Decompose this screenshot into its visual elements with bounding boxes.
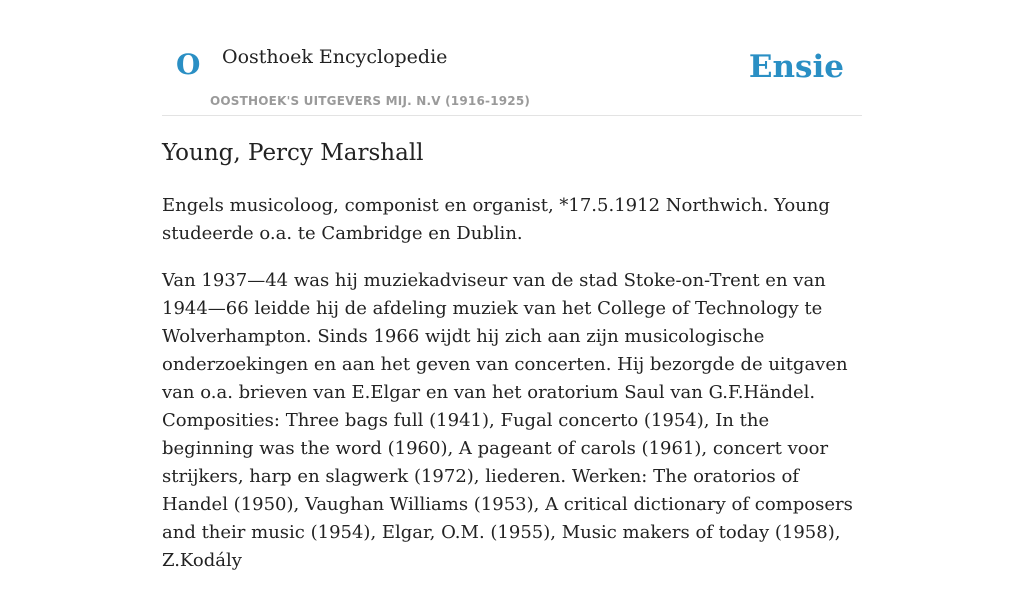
source-title[interactable]: Oosthoek Encyclopedie: [222, 46, 448, 68]
entry-paragraph: Engels musicoloog, componist en organist, *17.5.1912 Northwich. Young studeerde o.a. te Cambridge en Dublin.: [162, 195, 830, 244]
source-logo[interactable]: O: [176, 48, 201, 81]
page-container: [162, 0, 862, 571]
entry-body: [162, 192, 862, 594]
ensie-logo[interactable]: Ensie: [748, 49, 844, 85]
entry-paragraph: Van 1937—44 was hij muziekadviseur van de stad Stoke-on-Trent en van 1944—66 leidde hij de afdeling muziek van het College of Technology te Wolverhampton. Sinds 1966 wijdt hij zich aan zijn musicologische onderzoekingen en aan het geven van concerten. Hij bezorgde de uitgaven van o.a. brieven van E.Elgar en van het oratorium Saul van G.F.Händel. Composities: Three bags full (1941), Fugal concerto (1954), In the beginning was the word (1960), A pageant of carols (1961), concert voor strijkers, harp en slagwerk (1972), liederen. Werken: The oratorios of Handel (1950), Vaughan Williams (1953), A critical dictionary of composers and their music (1954), Elgar, O.M. (1955), Music makers of today (1958), Z.Kodály: [162, 270, 853, 571]
site-header: [162, 0, 862, 116]
source-subtitle: OOSTHOEK'S UITGEVERS MIJ. N.V (1916-1925): [210, 94, 531, 108]
page-title: Young, Percy Marshall: [162, 140, 424, 166]
